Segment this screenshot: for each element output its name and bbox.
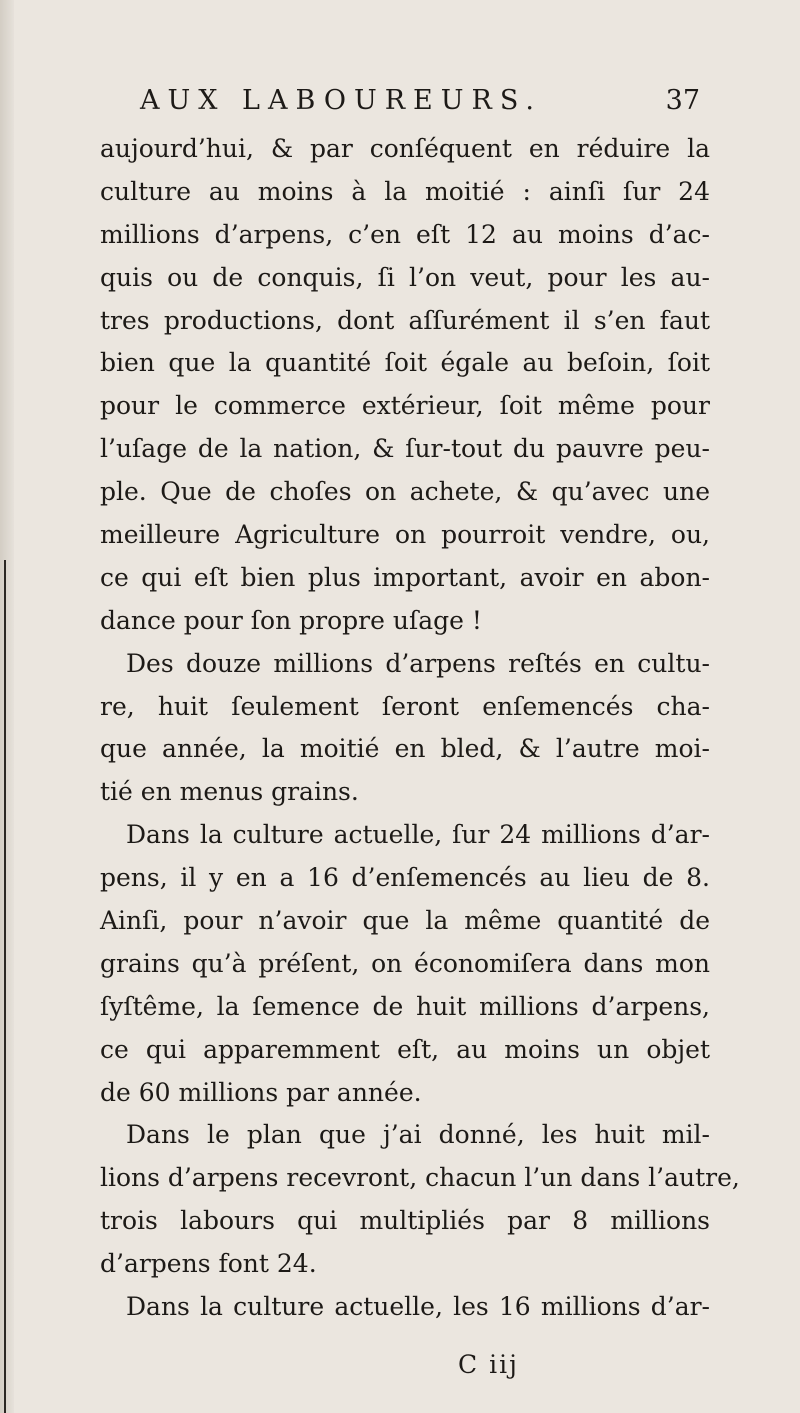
text-line: bien que la quantité ſoit égale au beſoin, ſoit: [100, 348, 710, 378]
text-line: millions d’arpens, c’en eſt 12 au moins d’ac-: [100, 219, 710, 249]
text-line: re, huit ſeulement ſeront enſemencés cha-: [100, 691, 710, 721]
text-line: Des douze millions d’arpens reſtés en cultu-: [126, 648, 710, 678]
text-line: quis ou de conquis, ſi l’on veut, pour les au-: [100, 262, 710, 292]
text-line: ple. Que de choſes on achete, & qu’avec une: [100, 477, 710, 507]
text-line: Ainſi, pour n’avoir que la même quantité de: [100, 906, 710, 936]
text-line: ce qui apparemment eſt, au moins un objet: [100, 1034, 710, 1064]
signature-mark: C iij: [458, 1350, 519, 1379]
text-line: aujourd’hui, & par conſéquent en réduire la: [100, 134, 710, 163]
text-line: trois labours qui multipliés par 8 millions: [100, 1206, 710, 1236]
page-edge: [0, 0, 14, 1413]
text-line: Dans la culture actuelle, les 16 millions d’ar-: [126, 1292, 710, 1322]
text-line: Dans le plan que j’ai donné, les huit mil-: [126, 1120, 710, 1150]
text-line: grains qu’à préſent, on économiſera dans mon: [100, 948, 710, 978]
body-text: [100, 128, 740, 1329]
text-line: ce qui eſt bien plus important, avoir en abon-: [100, 562, 710, 592]
running-title: AUX LABOUREURS.: [140, 84, 542, 116]
text-line: pour le commerce extérieur, ſoit même pour: [100, 391, 710, 421]
text-line: d’arpens font 24.: [100, 1249, 317, 1279]
text-line: pens, il y en a 16 d’enſemencés au lieu de 8.: [100, 863, 710, 893]
text-line: que année, la moitié en bled, & l’autre moi-: [100, 734, 710, 764]
text-line: tié en menus grains.: [100, 777, 359, 807]
text-line: l’uſage de la nation, & ſur-tout du pauvre peu-: [100, 434, 710, 464]
text-line: tres productions, dont aſſurément il s’en faut: [100, 305, 710, 335]
text-line: ſyſtême, la ſemence de huit millions d’arpens,: [100, 991, 710, 1021]
text-line: de 60 millions par année.: [100, 1077, 422, 1107]
text-line: Dans la culture actuelle, ſur 24 millions d’ar-: [126, 820, 710, 850]
text-line: culture au moins à la moitié : ainſi ſur 24: [100, 176, 710, 206]
text-line: meilleure Agriculture on pourroit vendre, ou,: [100, 520, 710, 550]
gutter-line: [4, 560, 6, 1413]
text-line: lions d’arpens recevront, chacun l’un dans l’autre,: [100, 1163, 740, 1193]
text-line: dance pour ſon propre uſage !: [100, 605, 482, 635]
page-number: 37: [665, 84, 700, 116]
running-header: [140, 76, 700, 124]
